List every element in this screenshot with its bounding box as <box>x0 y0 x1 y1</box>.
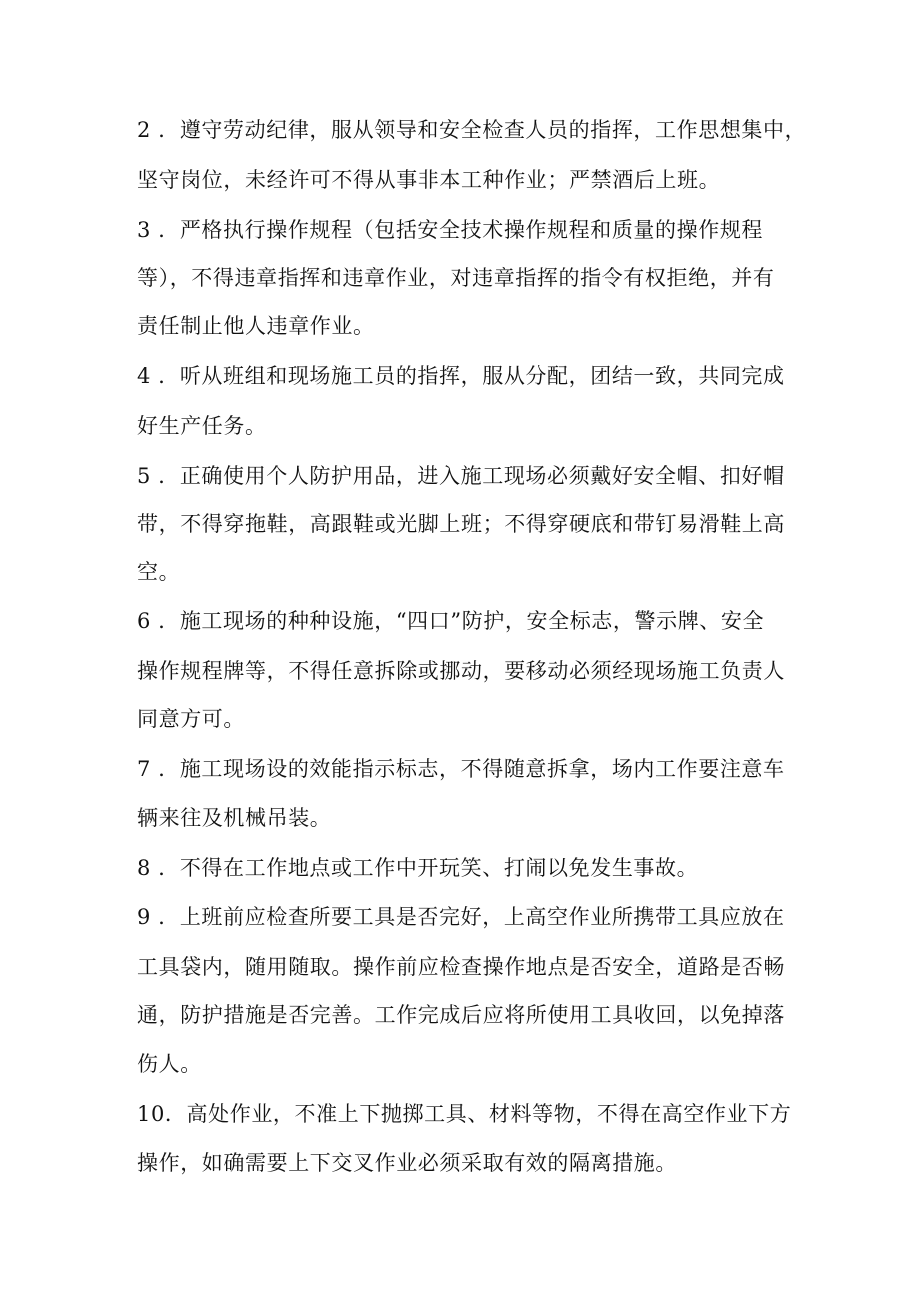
text-line: 7 ．施工现场设的效能指示标志，不得随意拆拿，场内工作要注意车 <box>137 757 785 781</box>
text-line: 通，防护措施是否完善。工作完成后应将所使用工具收回，以免掉落 <box>137 1003 785 1027</box>
text-line: 工具袋内，随用随取。操作前应检查操作地点是否安全，道路是否畅 <box>137 955 785 979</box>
text-line: 辆来往及机械吊装。 <box>137 806 332 830</box>
text-line: 带，不得穿拖鞋，高跟鞋或光脚上班；不得穿硬底和带钉易滑鞋上高 <box>137 512 785 536</box>
text-line: 2 ．遵守劳动纪律，服从领导和安全检查人员的指挥，工作思想集中， <box>137 118 807 142</box>
text-line: 9 ．上班前应检查所要工具是否完好，上高空作业所携带工具应放在 <box>137 905 785 929</box>
text-line: 等），不得违章指挥和违章作业，对违章指挥的指令有权拒绝，并有 <box>137 266 775 290</box>
text-line: 坚守岗位，未经许可不得从事非本工种作业；严禁酒后上班。 <box>137 168 721 192</box>
text-line: 同意方可。 <box>137 707 245 731</box>
text-line: 责任制止他人违章作业。 <box>137 314 375 338</box>
text-line: 6 ．施工现场的种种设施，“四口”防护，安全标志，警示牌、安全 <box>137 609 765 633</box>
text-line: 操作，如确需要上下交叉作业必须采取有效的隔离措施。 <box>137 1151 677 1175</box>
text-line: 好生产任务。 <box>137 414 267 438</box>
text-line: 4 ．听从班组和现场施工员的指挥，服从分配，团结一致，共同完成 <box>137 364 785 388</box>
text-line: 伤人。 <box>137 1052 202 1076</box>
text-line: 操作规程牌等，不得任意拆除或挪动，要移动必须经现场施工负责人 <box>137 659 785 683</box>
text-line: 8 ．不得在工作地点或工作中开玩笑、打闹以免发生事故。 <box>137 856 699 880</box>
text-line: 5 ．正确使用个人防护用品，进入施工现场必须戴好安全帽、扣好帽 <box>137 464 785 488</box>
text-line: 10．高处作业，不准上下抛掷工具、材料等物，不得在高空作业下方 <box>137 1102 792 1126</box>
text-line: 空。 <box>137 560 181 584</box>
text-line: 3 ．严格执行操作规程（包括安全技术操作规程和质量的操作规程 <box>137 218 764 242</box>
